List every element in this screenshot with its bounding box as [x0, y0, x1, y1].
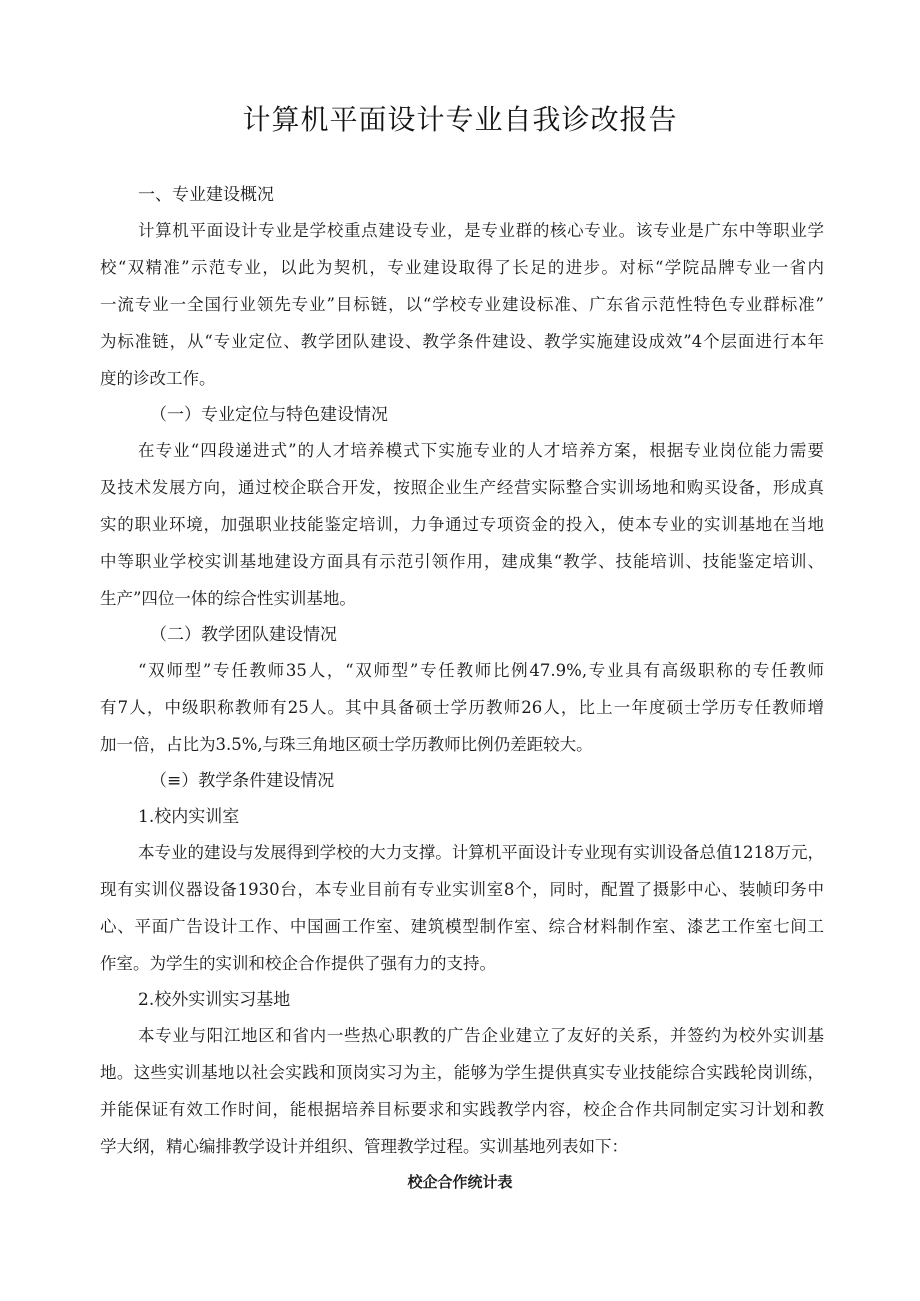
paragraph-line: “双师型”专任教师35人，“双师型”专任教师比例47.9%,专业具有高级职称的专任教师 [138, 661, 824, 680]
paragraph-line: 作室。为学生的实训和校企合作提供了强有力的支持。 [100, 954, 496, 973]
section-heading: 一、专业建设概况 [138, 185, 274, 205]
paragraph-line: 现有实训仪器设备1930台，本专业目前有专业实训室8个，同时，配置了摄影中心、装帧印务中 [100, 880, 824, 899]
table-caption: 校企合作统计表 [407, 1173, 513, 1191]
paragraph-line: 度的诊改工作。 [100, 369, 216, 388]
paragraph-line: 中等职业学校实训基地建设方面具有示范引领作用，建成集“教学、技能培训、技能鉴定培训、 [100, 552, 824, 571]
paragraph-line: 本专业的建设与发展得到学校的大力支撑。计算机平面设计专业现有实训设备总值1218万元， [138, 843, 824, 862]
paragraph-line: 有7人，中级职称教师有25人。其中具备硕士学历教师26人，比上一年度硕士学历专任教师增 [100, 698, 824, 717]
paragraph-line: 实的职业环境，加强职业技能鉴定培训，力争通过专项资金的投入，使本专业的实训基地在当地 [100, 515, 824, 534]
paragraph-line: 校“双精准”示范专业，以此为契机，专业建设取得了长足的进步。对标“学院品牌专业一省内 [100, 258, 824, 277]
paragraph-line: 为标准链，从“专业定位、教学团队建设、教学条件建设、教学实施建设成效”4个层面进行本年 [100, 332, 824, 351]
subsection-heading: （二）教学团队建设情况 [150, 625, 337, 645]
subsection-heading: （≡）教学条件建设情况 [150, 771, 335, 791]
document-title: 计算机平面设计专业自我诊改报告 [242, 103, 678, 136]
paragraph-line: 生产”四位一体的综合性实训基地。 [100, 589, 356, 608]
paragraph-line: 本专业与阳江地区和省内一些热心职教的广告企业建立了友好的关系，并签约为校外实训基 [138, 1026, 824, 1045]
paragraph-line: 及技术发展方向，通过校企联合开发，按照企业生产经营实际整合实训场地和购买设备，形成真 [100, 478, 824, 497]
subsection-heading: （一）专业定位与特色建设情况 [150, 405, 388, 425]
paragraph-line: 计算机平面设计专业是学校重点建设专业，是专业群的核心专业。该专业是广东中等职业学 [138, 221, 824, 240]
paragraph-line: 心、平面广告设计工作、中国画工作室、建筑模型制作室、综合材料制作室、漆艺工作室七间工 [100, 917, 824, 936]
paragraph-line: 在专业“四段递进式”的人才培养模式下实施专业的人才培养方案，根据专业岗位能力需要 [138, 441, 824, 460]
paragraph-line: 一流专业一全国行业领先专业”目标链，以“学校专业建设标准、广东省示范性特色专业群标准” [100, 295, 824, 314]
paragraph-line: 学大纲，精心编排教学设计并组织、管理教学过程。实训基地列表如下： [100, 1137, 628, 1156]
paragraph-line: 加一倍，占比为3.5%,与珠三角地区硕士学历教师比例仍差距较大。 [100, 735, 593, 754]
paragraph-line: 地。这些实训基地以社会实践和顶岗实习为主，能够为学生提供真实专业技能综合实践轮岗训练， [100, 1063, 824, 1082]
item-heading: 1.校内实训室 [138, 807, 240, 827]
paragraph-line: 并能保证有效工作时间，能根据培养目标要求和实践教学内容，校企合作共同制定实习计划和教 [100, 1100, 824, 1119]
item-heading: 2.校外实训实习基地 [138, 990, 291, 1010]
